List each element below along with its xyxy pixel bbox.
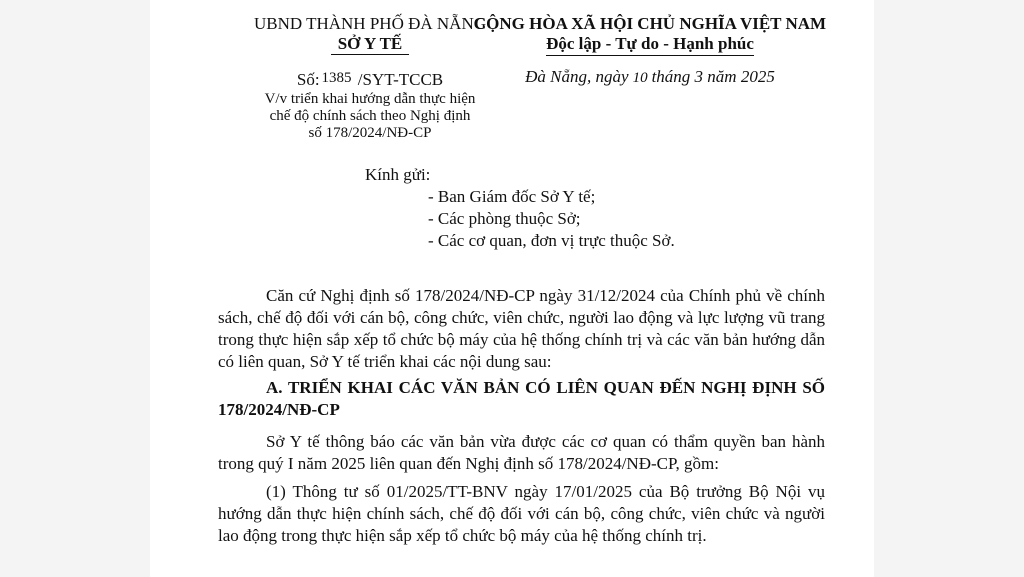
org-parent: UBND THÀNH PHỐ ĐÀ NẴNG [253,14,487,33]
item-1-paragraph: (1) Thông tư số 01/2025/TT-BNV ngày 17/01/2025 của Bộ trưởng Bộ Nội vụ hướng dẫn thực hiện chính sách, chế độ đối với cán bộ, công chức, viên chức và người lao động trong thực hiện sắp xếp tổ chức bộ máy của hệ thống chính trị. [218,482,825,545]
org-name: SỞ Y TẾ [337,34,403,53]
intro-paragraph: Căn cứ Nghị định số 178/2024/NĐ-CP ngày 31/12/2024 của Chính phủ về chính sách, chế độ đối với cán bộ, công chức, viên chức, người lao động và lực lượng vũ trang trong thực hiện sắp xếp tổ chức bộ máy của hệ thống chính trị và các văn bản hướng dẫn có liên quan, Sở Y tế triển khai các nội dung sau: [218,286,825,371]
document-date [455,66,845,89]
doc-no-value: 1385 [321,70,352,86]
notice-paragraph: Sở Y tế thông báo các văn bản vừa được các cơ quan có thẩm quyền ban hành trong quý I năm 2025 liên quan đến Nghị định số 178/2024/NĐ-CP, gồm: [218,432,825,473]
org-underline [331,54,409,55]
section-a-heading: A. TRIỂN KHAI CÁC VĂN BẢN CÓ LIÊN QUAN ĐẾN NGHỊ ĐỊNH SỐ 178/2024/NĐ-CP [218,378,825,419]
doc-no-label: Số: [296,70,320,89]
subject-line-1: V/v triển khai hướng dẫn thực hiện [264,91,476,107]
recipient-item: - Ban Giám đốc Sở Y tế; [428,187,596,206]
nation-title: CỘNG HÒA XÃ HỘI CHỦ NGHĨA VIỆT NAM [473,14,827,33]
date-suffix: tháng 3 năm 2025 [651,67,775,86]
subject-line-2: chế độ chính sách theo Nghị định [269,108,471,124]
header-right [455,14,845,89]
recipient-item: - Các cơ quan, đơn vị trực thuộc Sở. [428,231,675,250]
document-page [150,0,874,577]
doc-no-suffix: /SYT-TCCB [357,70,444,89]
recipients-label: Kính gửi: [365,165,431,184]
date-day: 10 [632,70,648,86]
recipient-item: - Các phòng thuộc Sở; [428,209,581,228]
motto: Độc lập - Tự do - Hạnh phúc [546,34,754,56]
date-prefix: Đà Nẵng, ngày [525,67,629,86]
subject-line-3: số 178/2024/NĐ-CP [308,125,432,141]
